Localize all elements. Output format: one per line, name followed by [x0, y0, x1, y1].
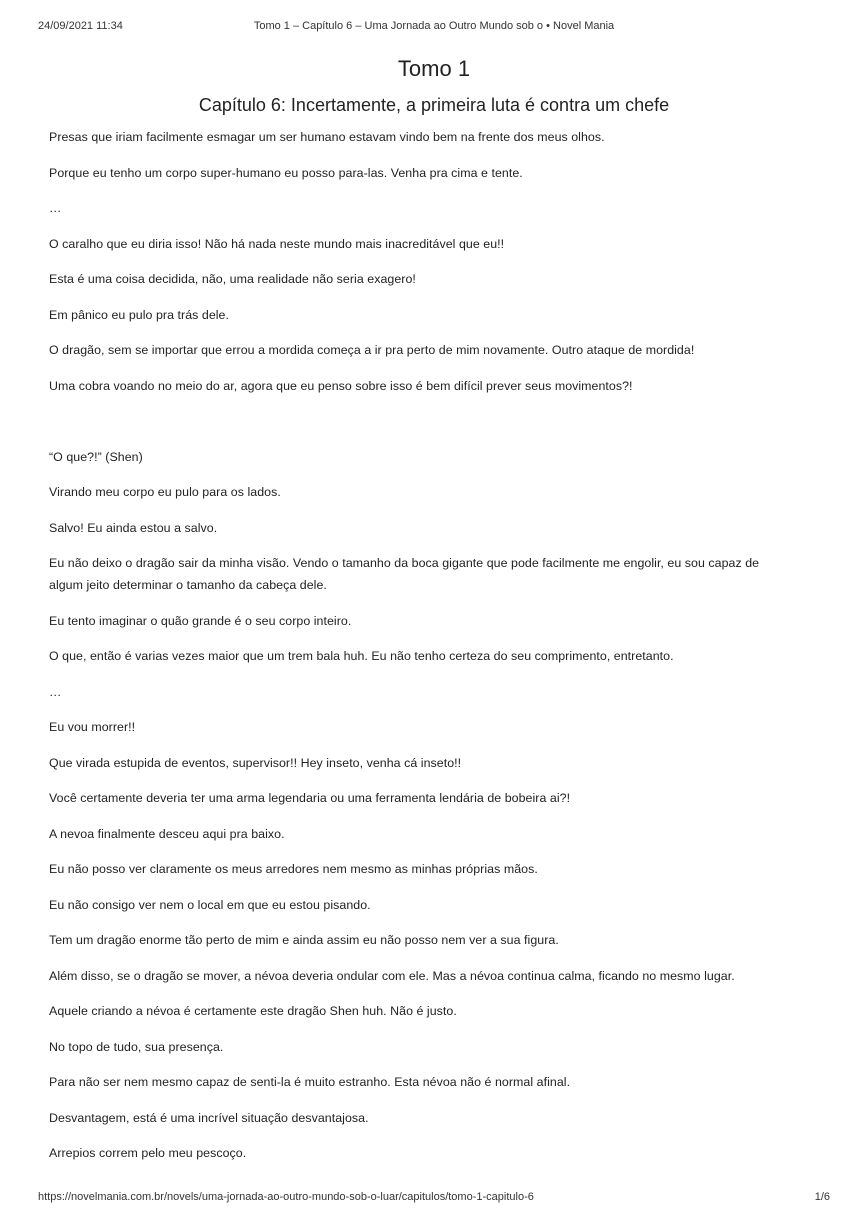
print-page-title: Tomo 1 – Capítulo 6 – Uma Jornada ao Outro Mundo sob o • Novel Mania — [253, 20, 615, 32]
paragraph: Arrepios correm pelo meu pescoço. — [49, 1146, 247, 1160]
paragraph: Para não ser nem mesmo capaz de senti-la é muito estranho. Esta névoa não é normal afinal. — [49, 1075, 571, 1089]
paragraph: Eu tento imaginar o quão grande é o seu corpo inteiro. — [49, 613, 352, 628]
paragraph: O que, então é varias vezes maior que um trem bala huh. Eu não tenho certeza do seu comprimento, entretanto. — [49, 649, 674, 663]
paragraph: Você certamente deveria ter uma arma legendaria ou uma ferramenta lendária de bobeira ai?! — [49, 791, 571, 805]
paragraph: Que virada estupida de eventos, supervisor!! Hey inseto, venha cá inseto!! — [49, 755, 462, 770]
paragraph: O caralho que eu diria isso! Não há nada neste mundo mais inacreditável que eu!! — [49, 236, 505, 251]
paragraph: No topo de tudo, sua presença. — [49, 1039, 224, 1054]
paragraph: Eu vou morrer!! — [49, 720, 136, 734]
print-footer — [0, 1191, 868, 1207]
paragraph: A nevoa finalmente desceu aqui pra baixo. — [49, 826, 285, 841]
volume-title: Tomo 1 — [397, 56, 471, 81]
paragraph: Esta é uma coisa decidida, não, uma realidade não seria exagero! — [49, 272, 416, 286]
paragraph: “O que?!” (Shen) — [49, 449, 143, 464]
chapter-title: Capítulo 6: Incertamente, a primeira luta é contra um chefe — [198, 95, 670, 115]
paragraph: Além disso, se o dragão se mover, a névoa deveria ondular com ele. Mas a névoa continua calma, ficando no mesmo lugar. — [49, 968, 735, 983]
paragraph: Porque eu tenho um corpo super-humano eu posso para-las. Venha pra cima e tente. — [49, 165, 523, 180]
print-header — [0, 20, 868, 36]
paragraph: Eu não deixo o dragão sair da minha visão. Vendo o tamanho da boca gigante que pode facilmente me engolir, eu sou capaz de algum jeito determinar o tamanho da cabeça dele. — [49, 556, 760, 592]
paragraph: Em pânico eu pulo pra trás dele. — [49, 307, 229, 322]
paragraph: Aquele criando a névoa é certamente este dragão Shen huh. Não é justo. — [49, 1004, 457, 1018]
paragraph: … — [49, 201, 62, 215]
paragraph: Virando meu corpo eu pulo para os lados. — [49, 485, 281, 499]
page-number: 1/6 — [814, 1191, 830, 1203]
paragraph: Salvo! Eu ainda estou a salvo. — [49, 520, 218, 535]
paragraph: Uma cobra voando no meio do ar, agora que eu penso sobre isso é bem difícil prever seus movimentos?! — [49, 378, 633, 393]
paragraph: Eu não posso ver claramente os meus arredores nem mesmo as minhas próprias mãos. — [49, 862, 538, 876]
paragraph: Presas que iriam facilmente esmagar um ser humano estavam vindo bem na frente dos meus olhos. — [49, 130, 605, 144]
paragraph: O dragão, sem se importar que errou a mordida começa a ir pra perto de mim novamente. Outro ataque de mordida! — [49, 343, 695, 357]
chapter-content — [49, 126, 794, 1178]
paragraph: Desvantagem, está é uma incrível situação desvantajosa. — [49, 1110, 369, 1125]
paragraph: … — [49, 684, 62, 699]
page-url-link[interactable]: https://novelmania.com.br/novels/uma-jornada-ao-outro-mundo-sob-o-luar/capitulos/tomo-1-capitulo-6 — [38, 1191, 534, 1203]
paragraph: Eu não consigo ver nem o local em que eu estou pisando. — [49, 897, 371, 912]
paragraph: Tem um dragão enorme tão perto de mim e ainda assim eu não posso nem ver a sua figura. — [49, 933, 559, 947]
print-date: 24/09/2021 11:34 — [38, 20, 123, 32]
